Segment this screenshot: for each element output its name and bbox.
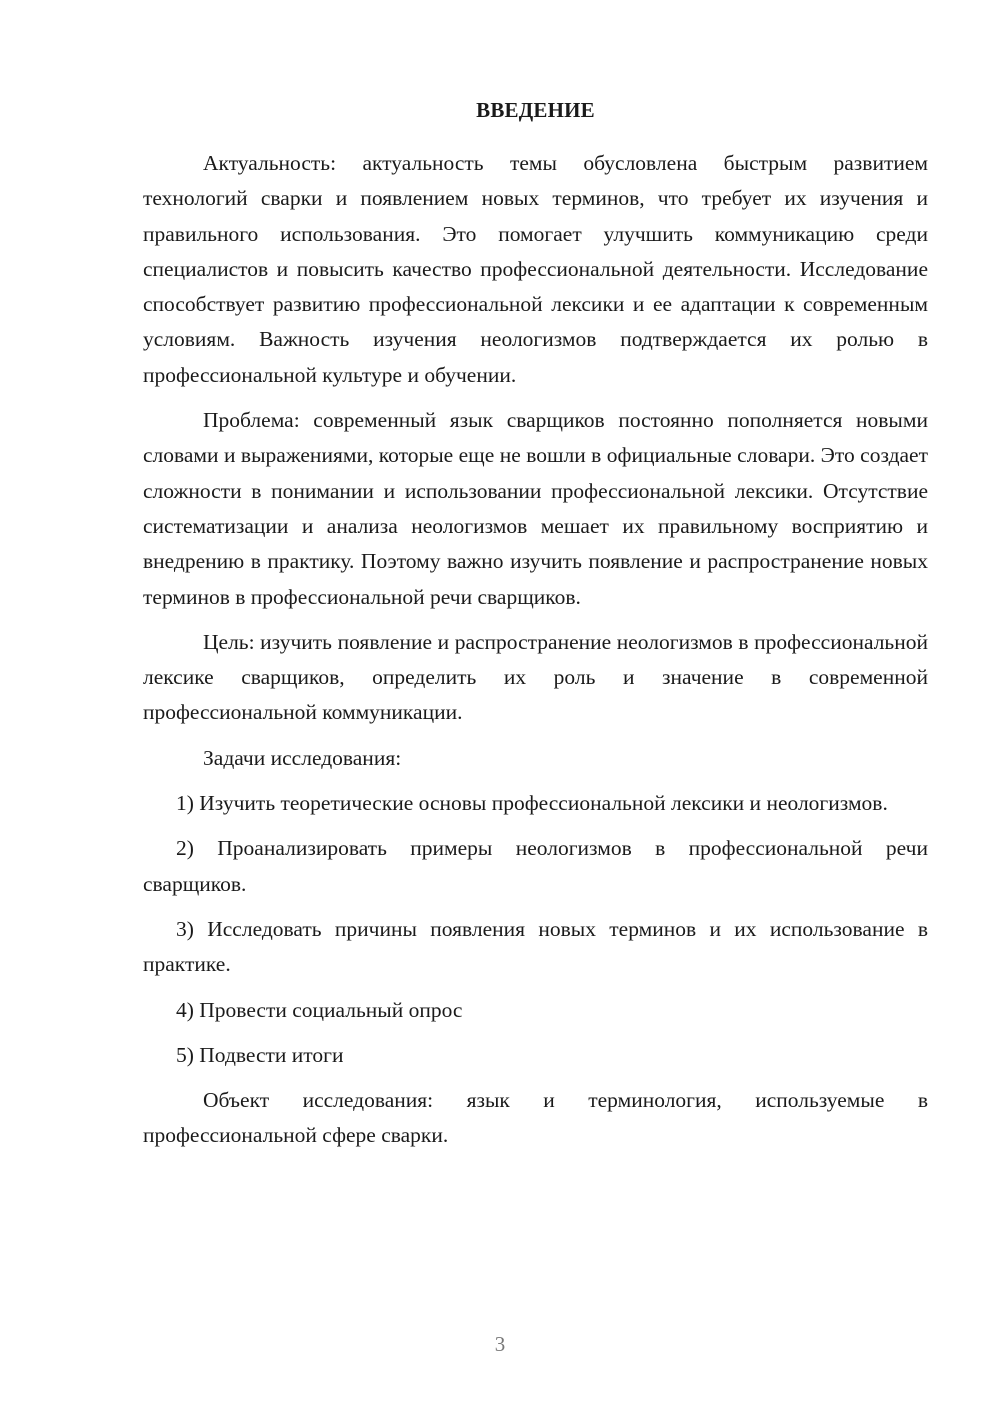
task-item-1: 1) Изучить теоретические основы профессиональной лексики и неологизмов.: [176, 791, 888, 816]
section-title: ВВЕДЕНИЕ: [476, 98, 595, 122]
relevance-paragraph: Актуальность: актуальность темы обусловлена быстрым развитием технологий сварки и появлением новых терминов, что требует их изучения и правильного использования. Это помогает улучшить коммуникацию среди специалистов и повысить качество профессиональной деятельности. Исследование способствует развитию профессиональной лексики и ее адаптации к современным условиям. Важность изучения неологизмов подтверждается их ролью в профессиональной культуре и обучении.: [143, 151, 928, 387]
task-item-4: 4) Провести социальный опрос: [176, 997, 463, 1022]
task-item-3: 3) Исследовать причины появления новых терминов и их использование в практике.: [143, 916, 928, 977]
tasks-heading: Задачи исследования:: [203, 745, 402, 770]
object-paragraph: Объект исследования: язык и терминология, используемые в профессиональной сфере сварки.: [143, 1088, 928, 1148]
task-item-5: 5) Подвести итоги: [176, 1042, 344, 1067]
page-number: 3: [494, 1332, 506, 1356]
task-item-2: 2) Проанализировать примеры неологизмов в профессиональной речи сварщиков.: [143, 836, 928, 896]
goal-paragraph: Цель: изучить появление и распространение неологизмов в профессиональной лексике сварщиков, определить их роль и значение в современной профессиональной коммуникации.: [143, 629, 928, 725]
problem-paragraph: Проблема: современный язык сварщиков постоянно пополняется новыми словами и выражениями, которые еще не вошли в официальные словари. Это создает сложности в понимании и использовании профессиональной лексики. Отсутствие систематизации и анализа неологизмов мешает их правильному восприятию и внедрению в практику. Поэтому важно изучить появление и распространение новых терминов в профессиональной речи сварщиков.: [143, 408, 928, 609]
page-content: [143, 96, 928, 1164]
